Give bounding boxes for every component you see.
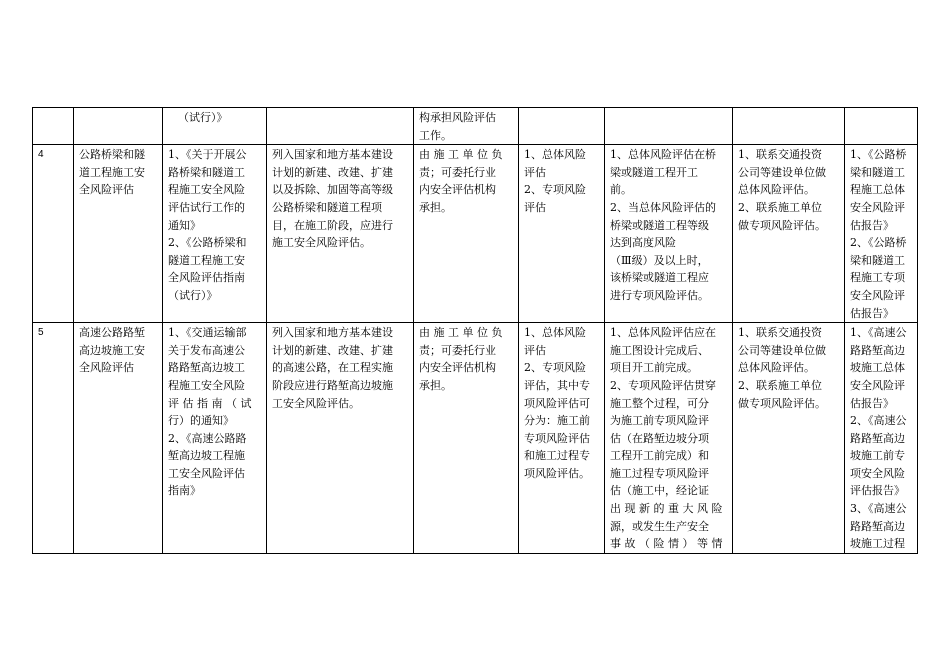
text-line: 承担。	[419, 378, 452, 392]
cell-org	[414, 323, 519, 554]
risk-assessment-table	[32, 107, 918, 554]
text-line: 工安全风险评估	[168, 466, 245, 480]
table-row-continuation	[33, 108, 918, 145]
text-line: 程施工安全风险	[168, 183, 245, 197]
cell-outcome	[845, 323, 918, 554]
text-line: 责；可委托行业	[419, 343, 496, 357]
text-line: 2、《公路桥梁和	[168, 236, 247, 250]
text-line: 项目开工前完成。	[610, 361, 698, 375]
text-line: 施工过程专项风险评	[610, 466, 709, 480]
text-line: 1、总体风险	[524, 326, 586, 340]
text-line: 路路堑高边	[850, 343, 905, 357]
text-line: 高速公路路堑	[79, 326, 145, 340]
text-line: 评估，其中专	[524, 378, 590, 392]
cell-no	[33, 108, 74, 145]
text-line: 专项风险评估	[524, 431, 590, 445]
cell-timing	[605, 323, 733, 554]
text-line: 2、《公路桥	[850, 236, 907, 250]
text-line: 坡施工过程	[850, 537, 905, 551]
text-line: 1、联系交通投资	[738, 326, 822, 340]
text-line: 路路堑高边	[850, 519, 905, 533]
text-line: 2、专项风险	[524, 361, 586, 375]
text-line: 达到高度风险	[610, 236, 676, 250]
cell-basis	[163, 145, 267, 323]
text-line: 由 施 工 单 位 负	[419, 148, 503, 162]
text-line: 和施工过程专	[524, 449, 590, 463]
text-line: 全风险评估	[79, 183, 134, 197]
text-line: （Ⅲ级）及以上时，	[610, 253, 709, 267]
text-line: 事 故 （ 险 情 ） 等 情	[610, 537, 723, 551]
text-line: 公司等建设单位做	[738, 165, 826, 179]
text-line: 项风险评估可	[524, 396, 590, 410]
cell-timing	[605, 108, 733, 145]
text-line: 估报告》	[850, 396, 894, 410]
text-line: 道工程施工安	[79, 165, 145, 179]
table-row	[33, 323, 918, 554]
text-line: 1、《关于开展公	[168, 148, 247, 162]
text-line: 计划的新建、改建、扩建	[272, 165, 393, 179]
text-line: 2、联系施工单位	[738, 378, 822, 392]
text-line: 以及拆除、加固等高等级	[272, 183, 393, 197]
text-line: 全风险评估	[79, 361, 134, 375]
text-line: 列入国家和地方基本建设	[272, 148, 393, 162]
text-line: 1、《高速公	[850, 326, 907, 340]
text-line: 评估	[524, 165, 546, 179]
text-line: 2、专项风险评估贯穿	[610, 378, 716, 392]
cell-no	[33, 323, 74, 554]
text-line: 全风险评估指南	[168, 271, 245, 285]
cell-basis	[163, 108, 267, 145]
text-line: 做专项风险评估。	[738, 218, 826, 232]
text-line: 2、《高速公	[850, 414, 907, 428]
text-line: 路路堑高边坡工	[168, 361, 245, 375]
text-line: 指南》	[168, 484, 201, 498]
text-line: 为施工前专项风险评	[610, 414, 709, 428]
text-line: 总体风险评估。	[738, 361, 815, 375]
text-line: 施工图设计完成后、	[610, 343, 709, 357]
text-line: 关于发布高速公	[168, 343, 245, 357]
cell-name	[74, 323, 163, 554]
text-line: 1、《交通运输部	[168, 326, 247, 340]
text-line: 内安全评估机构	[419, 361, 496, 375]
cell-contact	[733, 108, 845, 145]
text-line: （试行）》	[178, 111, 228, 124]
cell-types	[519, 145, 605, 323]
text-line: 估报告》	[850, 306, 894, 320]
text-line: 2、专项风险	[524, 183, 586, 197]
cell-types	[519, 108, 605, 145]
text-line: 通知》	[168, 218, 201, 232]
text-line: 公司等建设单位做	[738, 343, 826, 357]
text-line: 梁或隧道工程开工	[610, 165, 698, 179]
cell-basis	[163, 323, 267, 554]
text-line: 评 估 指 南 （ 试	[168, 396, 252, 410]
text-line: 施工整个过程，可分	[610, 396, 709, 410]
text-line: 该桥梁或隧道工程应	[610, 271, 709, 285]
text-line: 目，在施工阶段，应进行	[272, 218, 393, 232]
text-line: 施工安全风险评估。	[272, 236, 371, 250]
text-line: 由 施 工 单 位 负	[419, 326, 503, 340]
text-line: 梁和隧道工	[850, 253, 905, 267]
text-line: 分为：施工前	[524, 414, 590, 428]
text-line: 评估报告》	[850, 484, 905, 498]
text-line: 责；可委托行业	[419, 165, 496, 179]
cell-org	[414, 108, 519, 145]
text-line: 高边坡施工安	[79, 343, 145, 357]
text-line: 列入国家和地方基本建设	[272, 326, 393, 340]
text-line: 路桥梁和隧道工	[168, 165, 245, 179]
text-line: 程施工安全风险	[168, 378, 245, 392]
text-line: 程施工总体	[850, 183, 905, 197]
cell-org	[414, 145, 519, 323]
text-line: 2、联系施工单位	[738, 200, 822, 214]
text-line: 估（在路堑边坡分项	[610, 431, 709, 445]
text-line: 2、《高速公路路	[168, 431, 247, 445]
text-line: 进行专项风险评估。	[610, 288, 709, 302]
text-line: 安全风险评	[850, 288, 905, 302]
text-line: 1、总体风险评估在桥	[610, 148, 716, 162]
text-line: 隧道工程施工安	[168, 253, 245, 267]
cell-types	[519, 323, 605, 554]
text-line: 坡施工前专	[850, 449, 905, 463]
text-line: 1、总体风险评估应在	[610, 326, 716, 340]
text-line: 3、《高速公	[850, 502, 907, 516]
cell-contact	[733, 145, 845, 323]
text-line: 评估试行工作的	[168, 200, 245, 214]
cell-contact	[733, 323, 845, 554]
text-line: 1、《公路桥	[850, 148, 907, 162]
text-line: 程施工专项	[850, 271, 905, 285]
cell-scope	[267, 108, 414, 145]
text-line: 工作。	[419, 128, 452, 142]
cell-outcome	[845, 108, 918, 145]
cell-outcome	[845, 145, 918, 323]
text-line: 做专项风险评估。	[738, 396, 826, 410]
text-line: 工程开工前完成）和	[610, 449, 709, 463]
text-line: 项安全风险	[850, 466, 905, 480]
text-line: 桥梁或隧道工程等级	[610, 218, 709, 232]
text-line: 安全风险评	[850, 200, 905, 214]
text-line: 安全风险评	[850, 378, 905, 392]
text-line: 构承担风险评估	[419, 111, 496, 124]
text-line: 出 现 新 的 重 大 风 险	[610, 502, 723, 516]
text-line: 阶段应进行路堑高边坡施	[272, 378, 393, 392]
text-line: 承担。	[419, 200, 452, 214]
text-line: 的高速公路，在工程实施	[272, 361, 393, 375]
text-line: 评估	[524, 343, 546, 357]
text-line: 总体风险评估。	[738, 183, 815, 197]
text-line: 路路堑高边	[850, 431, 905, 445]
table-row	[33, 145, 918, 323]
text-line: 源，或发生生产安全	[610, 519, 709, 533]
cell-scope	[267, 145, 414, 323]
text-line: 2、当总体风险评估的	[610, 200, 716, 214]
text-line: 内安全评估机构	[419, 183, 496, 197]
cell-name	[74, 145, 163, 323]
cell-scope	[267, 323, 414, 554]
text-line: 评估	[524, 200, 546, 214]
text-line: 项风险评估。	[524, 466, 590, 480]
text-line: 估报告》	[850, 218, 894, 232]
text-line: 前。	[610, 183, 632, 197]
text-line: 1、联系交通投资	[738, 148, 822, 162]
text-line: 堑高边坡工程施	[168, 449, 245, 463]
row-number: 4	[38, 149, 44, 161]
text-line: 工安全风险评估。	[272, 396, 360, 410]
cell-name	[74, 108, 163, 145]
text-line: （试行）》	[168, 288, 218, 302]
text-line: 行）的通知》	[168, 414, 234, 428]
text-line: 估（施工中，经论证	[610, 484, 709, 498]
text-line: 梁和隧道工	[850, 165, 905, 179]
text-line: 1、总体风险	[524, 148, 586, 162]
row-number: 5	[38, 327, 44, 339]
text-line: 公路桥梁和隧道工程项	[272, 200, 382, 214]
text-line: 计划的新建、改建、扩建	[272, 343, 393, 357]
cell-timing	[605, 145, 733, 323]
text-line: 公路桥梁和隧	[79, 148, 145, 162]
text-line: 坡施工总体	[850, 361, 905, 375]
cell-no	[33, 145, 74, 323]
